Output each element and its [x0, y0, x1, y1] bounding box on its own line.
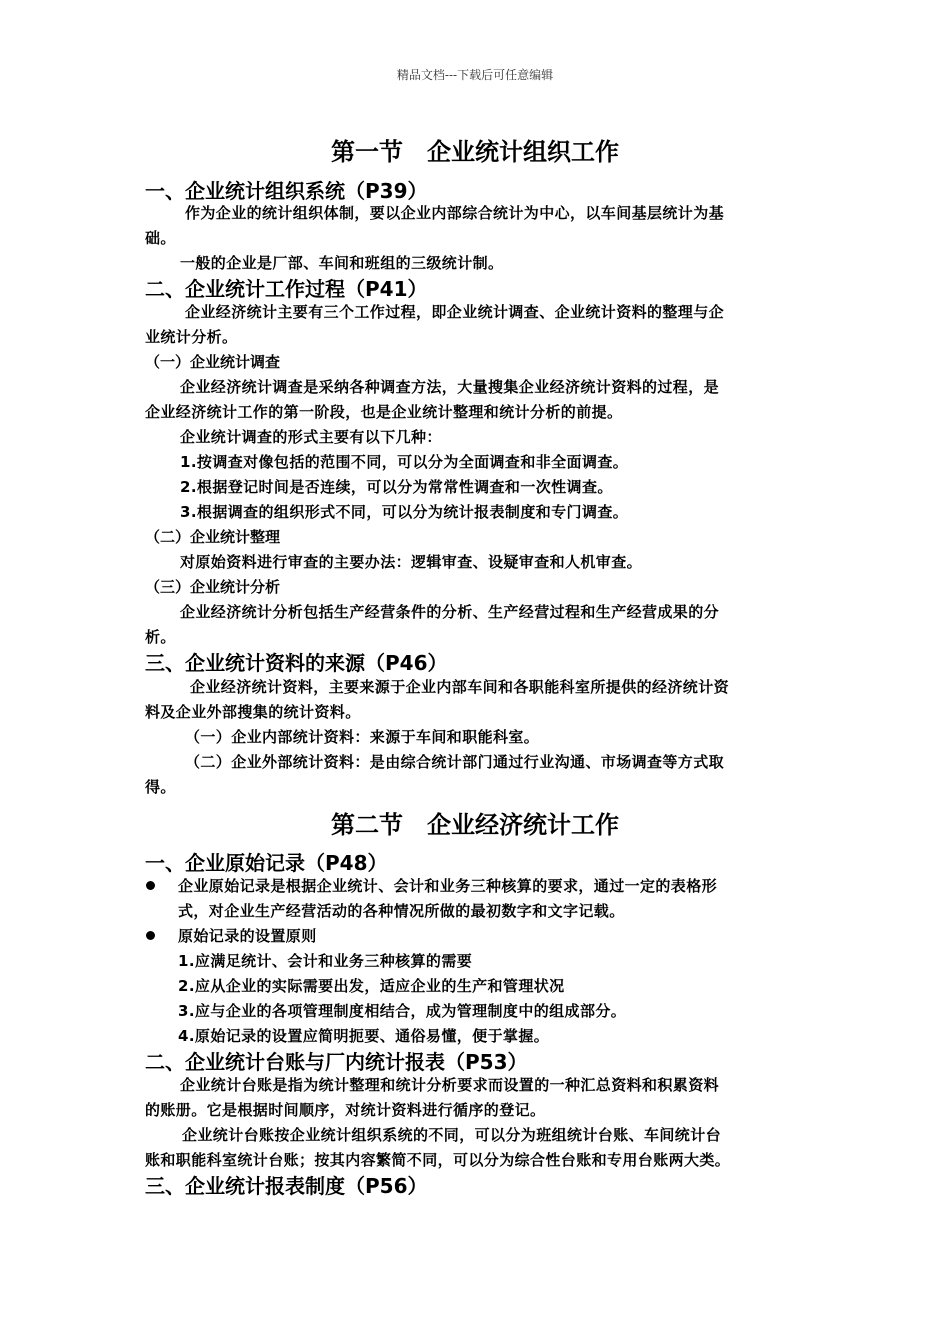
paragraph-line: 的账册。它是根据时间顺序，对统计资料进行循序的登记。 — [145, 1101, 546, 1119]
section-1-title: 第一节 企业统计组织工作 — [331, 138, 619, 166]
paragraph-line: 业统计分析。 — [145, 328, 238, 346]
list-item: （一）企业内部统计资料：来源于车间和职能科室。 — [185, 728, 540, 746]
list-item: 3.根据调查的组织形式不同，可以分为统计报表制度和专门调查。 — [180, 503, 629, 521]
paragraph-line: 企业统计调查的形式主要有以下几种： — [180, 428, 442, 446]
list-item: 4.原始记录的设置应简明扼要、通俗易懂，便于掌握。 — [178, 1027, 550, 1045]
paragraph-line: 企业经济统计工作的第一阶段，也是企业统计整理和统计分析的前提。 — [145, 403, 623, 421]
bullet-icon — [146, 931, 155, 940]
page-header: 精品文档---下载后可任意编辑 — [396, 68, 554, 82]
subheading-survey: （一）企业统计调查 — [145, 353, 281, 371]
list-item: 2.根据登记时间是否连续，可以分为常常性调查和一次性调查。 — [180, 478, 613, 496]
paragraph-line: 企业经济统计分析包括生产经营条件的分析、生产经营过程和生产经营成果的分 — [180, 603, 720, 621]
section-2-title: 第二节 企业经济统计工作 — [331, 811, 619, 839]
paragraph-line: 企业经济统计调查是采纳各种调查方法，大量搜集企业经济统计资料的过程，是 — [180, 378, 720, 396]
heading-original-records: 一、企业原始记录（P48） — [145, 851, 388, 875]
paragraph-line: 料及企业外部搜集的统计资料。 — [145, 703, 361, 721]
subheading-processing: （二）企业统计整理 — [145, 528, 281, 546]
heading-data-sources: 三、企业统计资料的来源（P46） — [145, 651, 448, 675]
subheading-analysis: （三）企业统计分析 — [145, 578, 281, 596]
heading-organization-system: 一、企业统计组织系统（P39） — [145, 179, 428, 203]
paragraph-line: 企业经济统计主要有三个工作过程，即企业统计调查、企业统计资料的整理与企 — [185, 303, 725, 321]
list-item: 1.应满足统计、会计和业务三种核算的需要 — [178, 952, 473, 970]
list-item: 2.应从企业的实际需要出发，适应企业的生产和管理状况 — [178, 977, 565, 995]
list-item: （二）企业外部统计资料：是由综合统计部门通过行业沟通、市场调查等方式取 — [185, 753, 725, 771]
heading-work-process: 二、企业统计工作过程（P41） — [145, 277, 428, 301]
bullet-icon — [146, 881, 155, 890]
paragraph-line: 析。 — [145, 628, 176, 646]
paragraph-line: 一般的企业是厂部、车间和班组的三级统计制。 — [180, 254, 504, 272]
paragraph-line: 企业统计台账是指为统计整理和统计分析要求而设置的一种汇总资料和积累资料 — [180, 1076, 720, 1094]
list-item: 1.按调查对像包括的范围不同，可以分为全面调查和非全面调查。 — [180, 453, 629, 471]
list-item: 3.应与企业的各项管理制度相结合，成为管理制度中的组成部分。 — [178, 1002, 627, 1020]
paragraph-line: 作为企业的统计组织体制，要以企业内部综合统计为中心，以车间基层统计为基 — [185, 204, 725, 222]
paragraph-line: 企业原始记录是根据企业统计、会计和业务三种核算的要求，通过一定的表格形 — [178, 877, 718, 895]
heading-ledger-reports: 二、企业统计台账与厂内统计报表（P53） — [145, 1050, 528, 1074]
paragraph-line: 对原始资料进行审查的主要办法：逻辑审查、设疑审查和人机审查。 — [180, 553, 643, 571]
paragraph-line: 企业经济统计资料，主要来源于企业内部车间和各职能科室所提供的经济统计资 — [190, 678, 730, 696]
paragraph-line: 得。 — [145, 778, 176, 796]
paragraph-line: 式，对企业生产经营活动的各种情况所做的最初数字和文字记载。 — [178, 902, 625, 920]
paragraph-line: 础。 — [145, 229, 176, 247]
heading-report-system: 三、企业统计报表制度（P56） — [145, 1174, 428, 1198]
paragraph-line: 企业统计台账按企业统计组织系统的不同，可以分为班组统计台账、车间统计台 — [182, 1126, 722, 1144]
paragraph-line: 原始记录的设置原则 — [178, 927, 317, 945]
paragraph-line: 账和职能科室统计台账；按其内容繁简不同，可以分为综合性台账和专用台账两大类。 — [145, 1151, 731, 1169]
